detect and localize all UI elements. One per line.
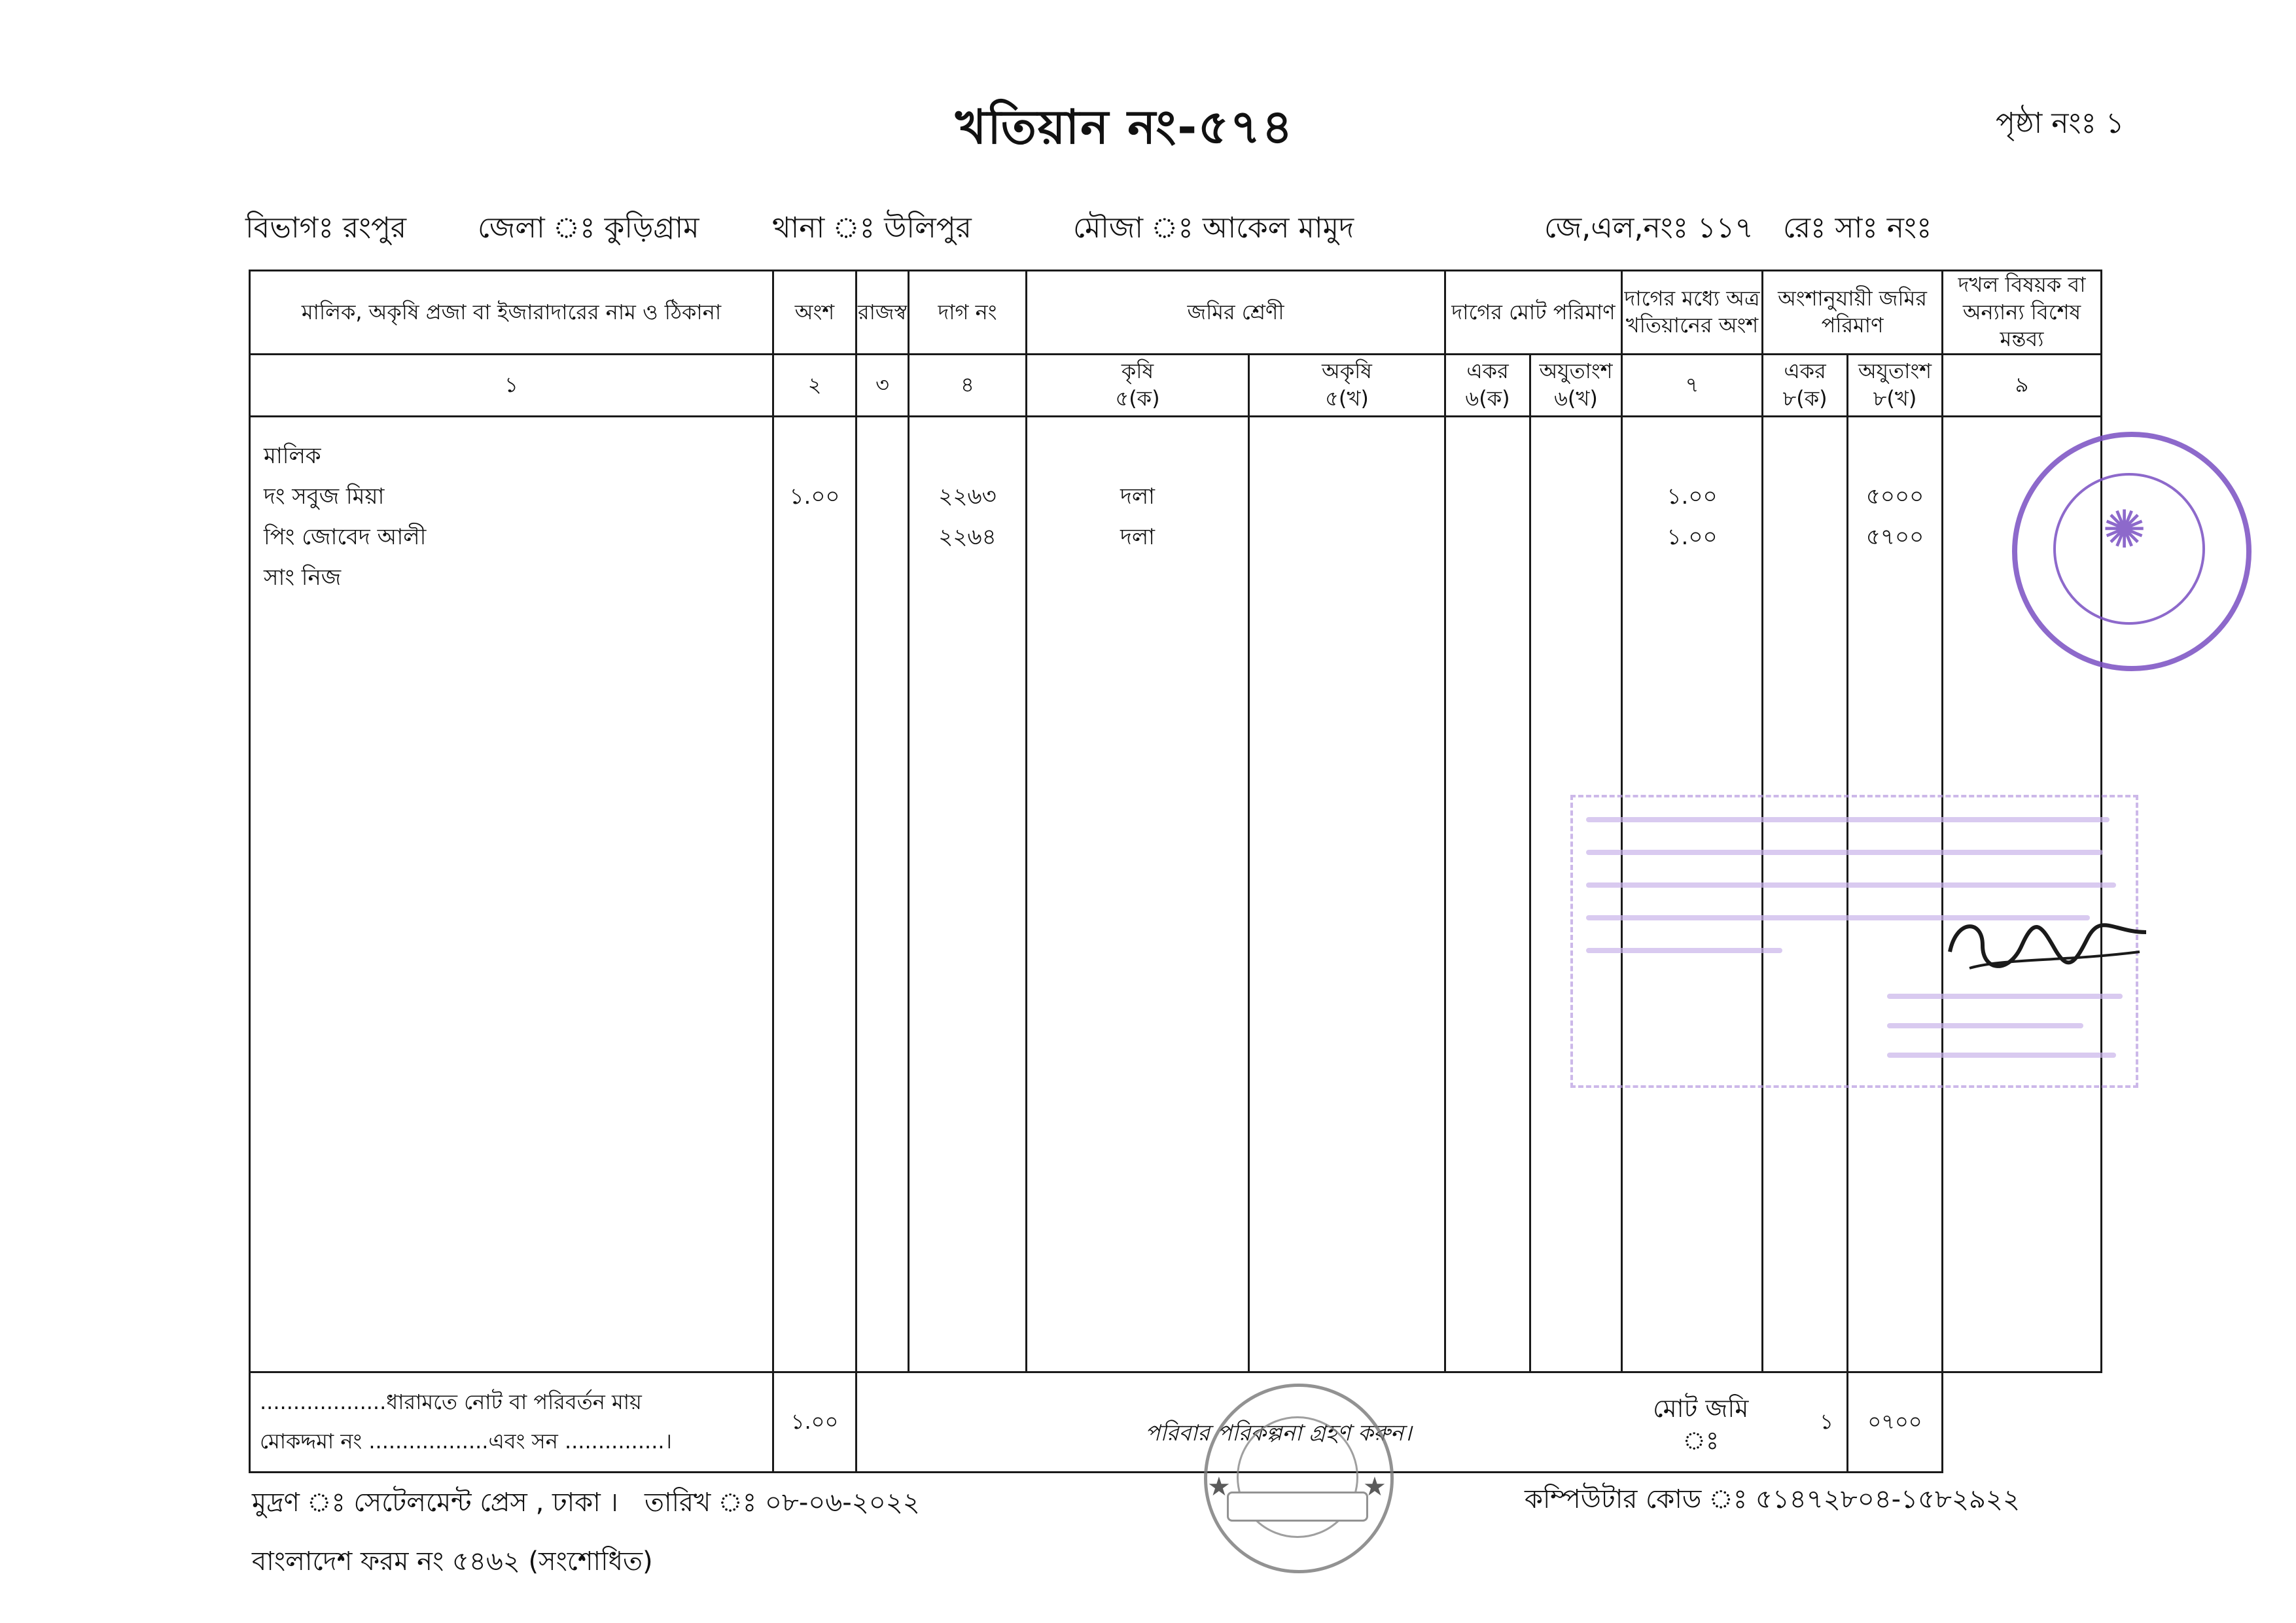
- total-share-cell: [773, 1372, 857, 1473]
- page-number: পৃষ্ঠা নংঃ ১: [1996, 107, 2125, 140]
- col-share-header: অংশ: [773, 271, 857, 355]
- computer-code: কম্পিউটার কোড ঃ ৫১৪৭২৮০৪-১৫৮২৯২২: [1525, 1484, 2020, 1514]
- mouza-field: মৌজা ঃ আকেল মামুদ: [1073, 211, 1354, 245]
- khatian-share-value: ১.০০: [1667, 523, 1718, 550]
- total-decimal-value: ০৭০০: [1867, 1409, 1922, 1435]
- attestation-text-line: [1887, 1053, 2116, 1058]
- agri-label: কৃষি: [1121, 358, 1154, 384]
- col-acre6-subheader: [1445, 354, 1530, 416]
- star-icon: ★: [1207, 1472, 1231, 1502]
- col-agri-subheader: [1027, 354, 1249, 416]
- footer-note-cell: [250, 1372, 773, 1473]
- share-value: ১.০০: [789, 483, 840, 510]
- col-number-9: ৯: [1943, 354, 2102, 416]
- decimal-label: অযুতাংশ: [1858, 358, 1932, 384]
- share-cell: [773, 416, 857, 1372]
- officer-signature: [1943, 913, 2153, 985]
- col-dag-header: দাগ নং: [909, 271, 1027, 355]
- total-acre-cell: [1763, 1372, 1848, 1473]
- nonagri-label: অকৃষি: [1322, 358, 1372, 384]
- decimal-value: ৫০০০: [1865, 483, 1924, 510]
- col-decimal8-subheader: [1848, 354, 1943, 416]
- agri-number: ৫(ক): [1115, 385, 1160, 411]
- attestation-text-line: [1887, 994, 2123, 999]
- attestation-text-line: [1586, 850, 2103, 855]
- reg-number-field: রেঃ সাঃ নংঃ: [1783, 211, 1932, 245]
- col-number-4: ৪: [909, 354, 1027, 416]
- col-number-3: ৩: [857, 354, 909, 416]
- col-nonagri-subheader: [1249, 354, 1445, 416]
- print-info: মুদ্রণ ঃ সেটেলমেন্ট প্রেস , ঢাকা ।: [252, 1488, 618, 1518]
- acre8-number: ৮(ক): [1782, 385, 1828, 411]
- col-khatian-share-header: দাগের মধ্যে অত্র খতিয়ানের অংশ: [1622, 271, 1763, 355]
- col-remarks-header: দখল বিষয়ক বা অন্যান্য বিশেষ মন্তব্য: [1943, 271, 2102, 355]
- footer-note-line2: মোকদ্দমা নং ..................এবং সন ...............।: [260, 1429, 672, 1454]
- khatian-title: খতিয়ান নং-৫৭৪: [955, 99, 1294, 154]
- office-round-stamp: [2012, 432, 2252, 671]
- col-revenue-header: রাজস্ব: [857, 271, 909, 355]
- owner-line: মালিক: [264, 442, 321, 469]
- owner-line: সাং নিজ: [264, 564, 342, 591]
- attestation-text-line: [1586, 882, 2116, 888]
- emblem-icon: ✺: [2102, 499, 2147, 560]
- jl-number-field: জে,এল,নংঃ ১১৭: [1544, 211, 1754, 245]
- col-land-class-header: জমির শ্রেণী: [1027, 271, 1445, 355]
- print-date: তারিখ ঃ ০৮-০৬-২০২২: [645, 1488, 920, 1518]
- land-class: দলা: [1120, 483, 1156, 510]
- total-land-label: মোট জমি ঃ: [1653, 1394, 1749, 1456]
- footer-remarks-cell: [1943, 1372, 2102, 1473]
- dag-cell: [909, 416, 1027, 1372]
- form-number: বাংলাদেশ ফরম নং ৫৪৬২ (সংশোধিত): [252, 1546, 653, 1577]
- total-acre-value: ১: [1820, 1409, 1834, 1435]
- dag-number: ২২৬৩: [938, 483, 997, 510]
- col-number-7: ৭: [1622, 354, 1763, 416]
- decimal-label: অযুতাংশ: [1539, 358, 1613, 384]
- dag-acre-cell: [1445, 416, 1530, 1372]
- attestation-text-line: [1586, 948, 1782, 953]
- revenue-cell: [857, 416, 909, 1372]
- nonagri-class-cell: [1249, 416, 1445, 1372]
- col-acre8-subheader: [1763, 354, 1848, 416]
- decimal-value: ৫৭০০: [1865, 523, 1924, 550]
- land-class: দলা: [1120, 523, 1156, 550]
- owner-cell: [250, 416, 773, 1372]
- col-share-land-header: অংশানুযায়ী জমির পরিমাণ: [1763, 271, 1943, 355]
- dag-number: ২২৬৪: [938, 523, 997, 550]
- col-number-2: ২: [773, 354, 857, 416]
- acre-label: একর: [1466, 358, 1509, 384]
- acre6-number: ৬(ক): [1465, 385, 1510, 411]
- acre-label: একর: [1784, 358, 1826, 384]
- nonagri-number: ৫(খ): [1325, 385, 1369, 411]
- total-decimal-cell: [1848, 1372, 1943, 1473]
- owner-line: দং সবুজ মিয়া: [264, 483, 385, 510]
- district-field: জেলা ঃ কুড়িগ্রাম: [478, 211, 699, 245]
- agri-class-cell: [1027, 416, 1249, 1372]
- attestation-text-line: [1887, 1023, 2083, 1028]
- total-share-value: ১.০০: [790, 1409, 839, 1435]
- decimal6-number: ৬(খ): [1554, 385, 1598, 411]
- attestation-text-line: [1586, 817, 2110, 822]
- decimal8-number: ৮(খ): [1873, 385, 1917, 411]
- col-owner-header: মালিক, অকৃষি প্রজা বা ইজারাদারের নাম ও ঠিকানা: [250, 271, 773, 355]
- owner-line: পিং জোবেদ আলী: [264, 523, 427, 550]
- col-decimal6-subheader: [1530, 354, 1622, 416]
- khatian-share-value: ১.০০: [1667, 483, 1718, 510]
- col-number-1: ১: [250, 354, 773, 416]
- division-field: বিভাগঃ রংপুর: [245, 211, 407, 245]
- seal-band: [1227, 1492, 1368, 1522]
- family-planning-slogan: পরিবার পরিকল্পনা গ্রহণ করুন।: [1145, 1420, 1412, 1446]
- settlement-press-seal: [1204, 1384, 1394, 1573]
- star-icon: ★: [1363, 1472, 1386, 1502]
- col-dag-total-header: দাগের মোট পরিমাণ: [1445, 271, 1622, 355]
- thana-field: থানা ঃ উলিপুর: [772, 211, 972, 245]
- footer-note-line1: ...................ধারামতে নোট বা পরিবর্তন মায়: [260, 1389, 642, 1415]
